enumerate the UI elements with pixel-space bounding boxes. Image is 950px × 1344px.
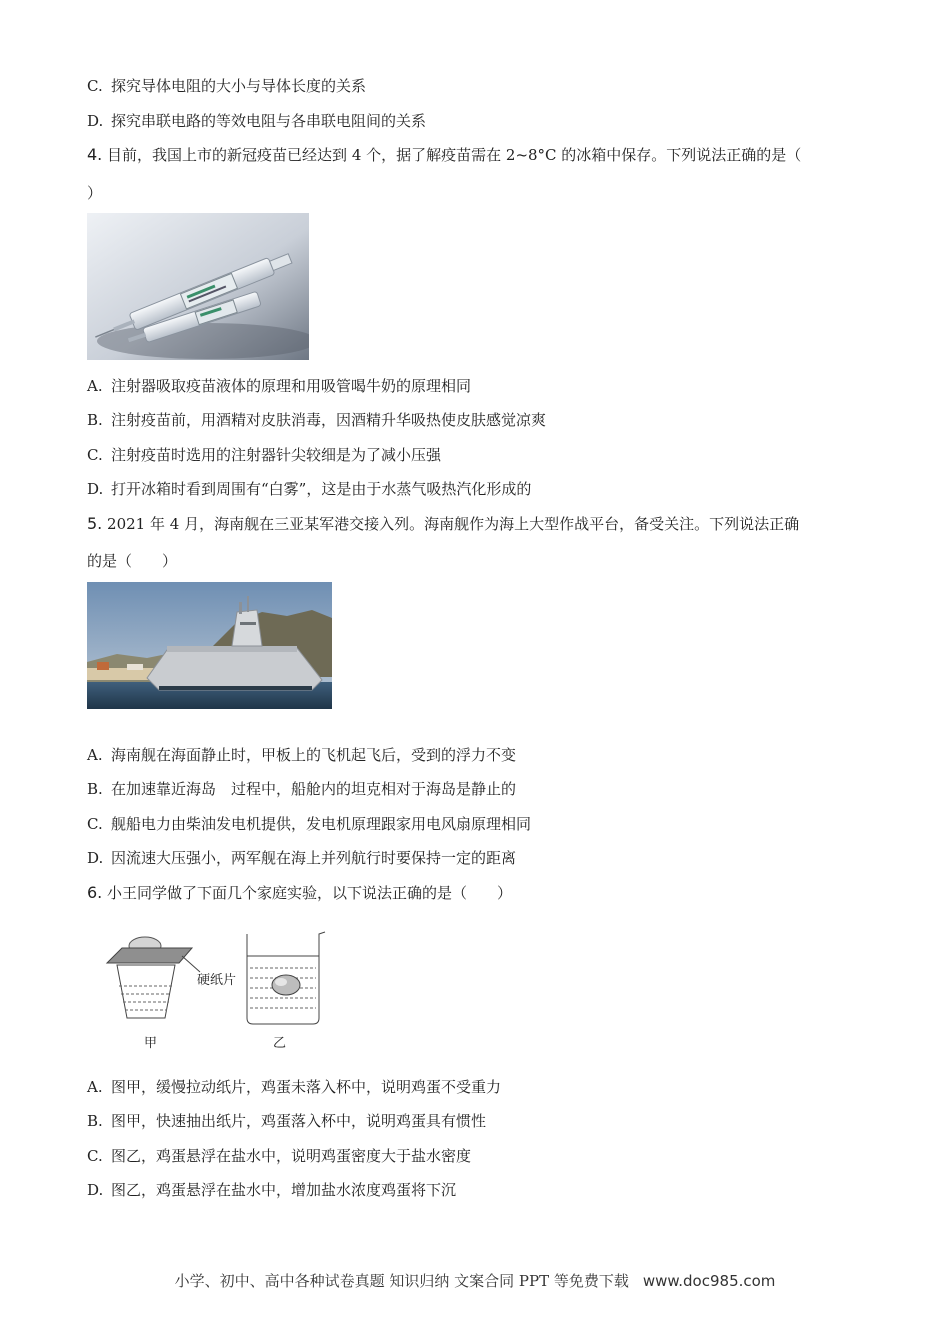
page-footer xyxy=(0,1270,950,1291)
figure-yi-label: 乙 xyxy=(273,1036,287,1051)
q4-option-b: B. 注射疫苗前，用酒精对皮肤消毒，因酒精升华吸热使皮肤感觉凉爽 xyxy=(87,411,547,429)
experiment-figure xyxy=(87,928,337,1053)
syringe-image xyxy=(87,213,309,360)
q4-option-a: A. 注射器吸取疫苗液体的原理和用吸管喝牛奶的原理相同 xyxy=(87,377,472,395)
card-label: 硬纸片 xyxy=(197,973,237,988)
q6-option-d: D. 图乙，鸡蛋悬浮在盐水中，增加盐水浓度鸡蛋将下沉 xyxy=(87,1181,457,1199)
question-4-stem-cont: ） xyxy=(87,184,103,202)
q5-option-d: D. 因流速大压强小，两军舰在海上并列航行时要保持一定的距离 xyxy=(87,849,517,867)
warship-image xyxy=(87,582,332,709)
q5-option-b: B. 在加速靠近海岛 过程中，船舱内的坦克相对于海岛是静止的 xyxy=(87,780,517,798)
question-4-stem: 4. 目前，我国上市的新冠疫苗已经达到 4 个，据了解疫苗需在 2~8°C 的冰箱中保存。下列说法正确的是（ xyxy=(87,145,802,164)
vaccine-syringe-photo xyxy=(87,213,309,360)
q5-option-c: C. 舰船电力由柴油发电机提供，发电机原理跟家用电风扇原理相同 xyxy=(87,815,532,833)
question-6-stem: 6. 小王同学做了下面几个家庭实验，以下说法正确的是（ ） xyxy=(87,883,513,902)
option-c: C. 探究导体电阻的大小与导体长度的关系 xyxy=(87,77,367,95)
q5-option-a: A. 海南舰在海面静止时，甲板上的飞机起飞后，受到的浮力不变 xyxy=(87,746,517,764)
question-5-stem-cont: 的是（ ） xyxy=(87,552,178,570)
figure-jia-label: 甲 xyxy=(144,1036,158,1051)
q4-option-d: D. 打开冰箱时看到周围有“白雾”，这是由于水蒸气吸热汽化形成的 xyxy=(87,480,532,498)
warship-photo xyxy=(87,582,332,709)
footer-link[interactable]: www.doc985.com xyxy=(642,1272,776,1290)
option-d: D. 探究串联电路的等效电阻与各串联电阻间的关系 xyxy=(87,112,427,130)
egg-experiment-diagram xyxy=(87,928,337,1053)
q6-option-b: B. 图甲，快速抽出纸片，鸡蛋落入杯中，说明鸡蛋具有惯性 xyxy=(87,1112,487,1130)
footer-text: 小学、初中、高中各种试卷真题 知识归纳 文案合同 PPT 等免费下载 xyxy=(174,1272,629,1290)
q6-option-c: C. 图乙，鸡蛋悬浮在盐水中，说明鸡蛋密度大于盐水密度 xyxy=(87,1147,472,1165)
q4-option-c: C. 注射疫苗时选用的注射器针尖较细是为了减小压强 xyxy=(87,446,442,464)
q6-option-a: A. 图甲，缓慢拉动纸片，鸡蛋未落入杯中，说明鸡蛋不受重力 xyxy=(87,1078,502,1096)
question-5-stem: 5. 2021 年 4 月，海南舰在三亚某军港交接入列。海南舰作为海上大型作战平台，备受关注。下列说法正确 xyxy=(87,514,800,533)
